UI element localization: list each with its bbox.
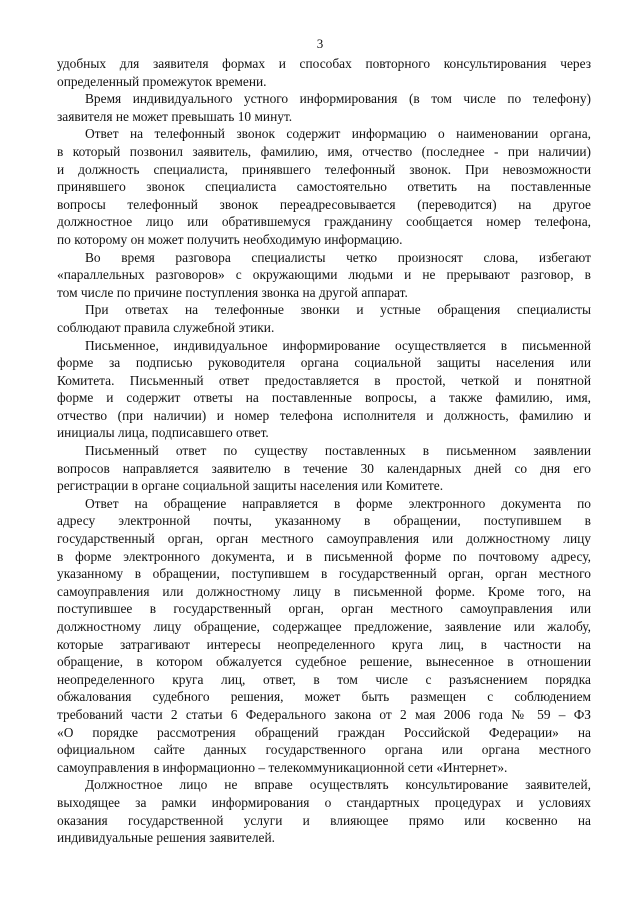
paragraph (57, 776, 591, 846)
text-line: по которому он может получить необходимую информацию. (57, 231, 403, 247)
text-line: указанному в обращении, поступившем в государственный орган, орган местного (57, 566, 591, 582)
text-line: регистрации в органе социальной защиты населения или Комитете. (57, 478, 444, 494)
text-line: обжалования судебного решения, может быть размещен с соблюдением (57, 689, 591, 705)
document-body (57, 55, 591, 847)
text-line: должностное лицо или обратившемуся гражданину сообщается номер телефона, (57, 214, 591, 230)
text-line: Комитета. Письменный ответ предоставляется в простой, четкой и понятной (57, 372, 591, 388)
paragraph (57, 125, 591, 248)
text-line: Ответ на телефонный звонок содержит информацию о наименовании органа, (85, 126, 591, 142)
text-line: вопросов направляется заявителю в течение 30 календарных дней со дня его (57, 460, 591, 476)
text-line: принявшего звонок специалиста самостоятельно ответить на поставленные (57, 179, 591, 195)
text-line: в форме электронного документа, и в письменной форме по почтовому адресу, (57, 548, 591, 564)
text-line: Должностное лицо не вправе осуществлять консультирование заявителей, (85, 777, 591, 793)
text-line: удобных для заявителя формах и способах повторного консультирования через (57, 56, 591, 71)
paragraph (57, 55, 591, 90)
page-number: 3 (316, 36, 324, 51)
text-line: самоуправления в информационно – телекоммуникационной сети «Интернет». (57, 759, 508, 775)
text-line: «параллельных разговоров» с окружающими людьми и не прерывают разговор, в (57, 267, 591, 283)
text-line: «О порядке рассмотрения обращений граждан Российской Федерации» на (57, 724, 591, 740)
text-line: заявителя не может превышать 10 минут. (57, 108, 293, 124)
paragraph (57, 495, 591, 777)
paragraph (57, 442, 591, 495)
text-line: самоуправления или должностному лицу в письменной форме. Кроме того, на (57, 583, 591, 599)
text-line: Ответ на обращение направляется в форме электронного документа по (85, 495, 591, 511)
paragraph (57, 301, 591, 336)
text-line: инициалы лица, подписавшего ответ. (57, 425, 269, 441)
text-line: неопределенного круга лиц, ответ, в том числе с разъяснением порядка (57, 671, 591, 687)
text-line: форме и содержит ответы на поставленные вопросы, а также фамилию, имя, (57, 390, 591, 406)
text-line: вопросы телефонный звонок переадресовывается (переводится) на другое (57, 196, 591, 212)
text-line: отчество (при наличии) и номер телефона исполнителя и должность, фамилию и (57, 407, 591, 423)
text-line: адресу электронной почты, указанному в обращении, поступившем в (57, 513, 591, 529)
paragraph (57, 337, 591, 443)
text-line: определенный промежуток времени. (57, 73, 267, 89)
text-line: Письменное, индивидуальное информирование осуществляется в письменной (85, 337, 591, 353)
text-line: форме за подписью руководителя органа социальной защиты населения или (57, 355, 591, 371)
text-line: Письменный ответ по существу поставленных в письменном заявлении (85, 443, 591, 459)
text-line: Время индивидуального устного информирования (в том числе по телефону) (85, 91, 591, 107)
text-line: обращение, в котором обжалуется судебное решение, вынесенное в отношении (57, 654, 591, 670)
text-line: Во время разговора специалисты четко произносят слова, избегают (85, 249, 591, 265)
text-line: и должность специалиста, принявшего телефонный звонок. При невозможности (57, 161, 591, 177)
paragraph (57, 249, 591, 302)
text-line: том числе по причине поступления звонка на другой аппарат. (57, 284, 408, 300)
text-line: должностному лицу обращение, содержащее предложение, заявление или жалобу, (57, 619, 591, 634)
text-line: поступившее в государственный орган, орган местного самоуправления или (57, 601, 591, 617)
text-line: соблюдают правила служебной этики. (57, 319, 275, 335)
text-line: которые затрагивают интересы неопределенного круга лиц, в частности на (57, 636, 591, 652)
text-line: официальном сайте данных государственного органа или органа местного (57, 742, 591, 758)
paragraph (57, 90, 591, 125)
text-line: индивидуальные решения заявителей. (57, 830, 275, 846)
text-line: государственный орган, орган местного самоуправления или должностному лицу (57, 531, 591, 547)
text-line: требований части 2 статьи 6 Федерального закона от 2 мая 2006 года № 59 – ФЗ (57, 706, 591, 722)
text-line: выходящее за рамки информирования о стандартных процедурах и условиях (57, 794, 591, 810)
text-line: При ответах на телефонные звонки и устные обращения специалисты (85, 302, 591, 318)
text-line: в который позвонил заявитель, фамилию, имя, отчество (последнее - при наличии) (57, 143, 591, 159)
text-line: оказания государственной услуги и влияющее прямо или косвенно на (57, 812, 591, 828)
